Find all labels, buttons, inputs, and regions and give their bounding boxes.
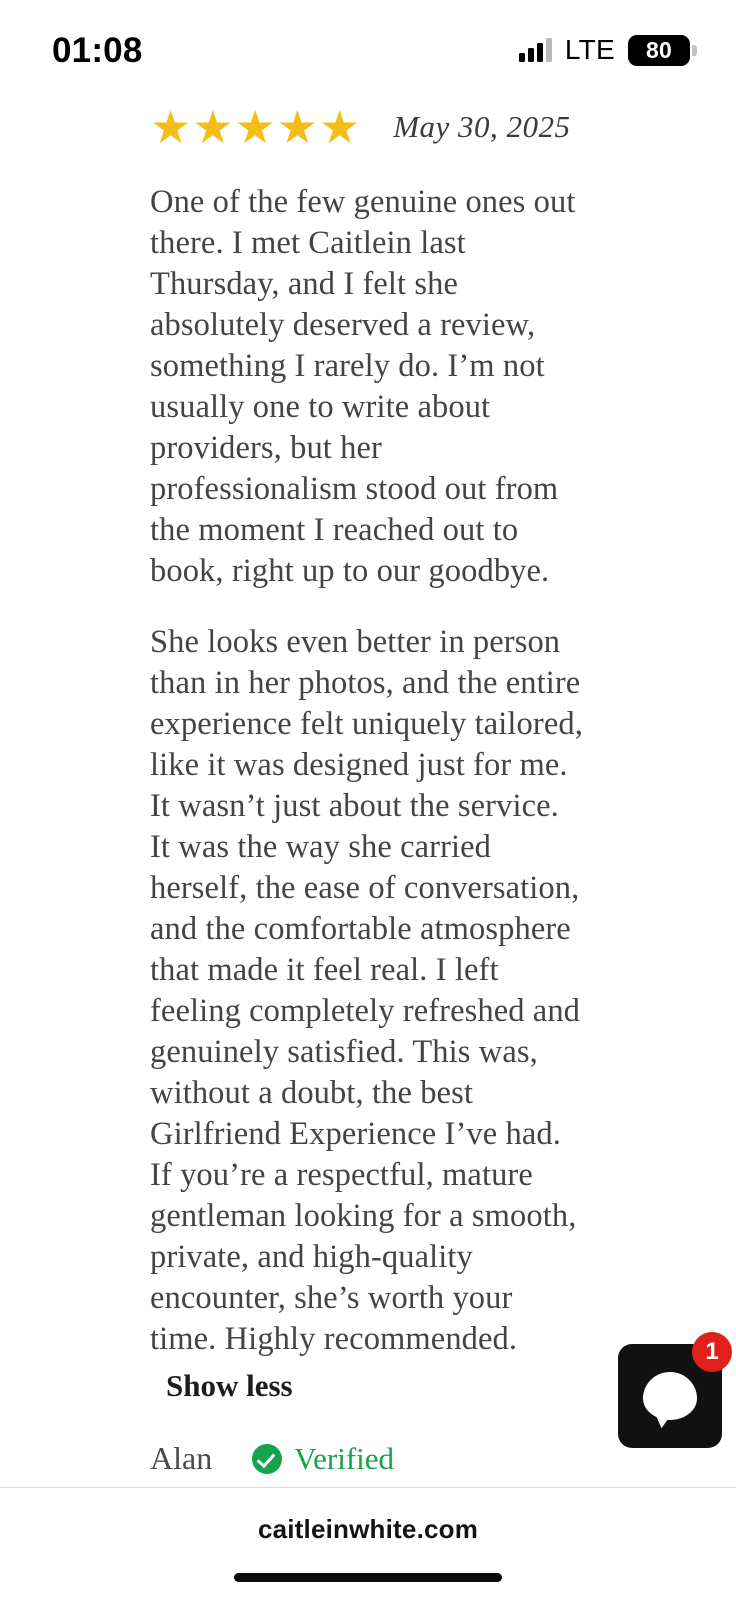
battery-cap xyxy=(692,45,697,56)
status-indicators xyxy=(519,34,690,66)
review-header xyxy=(0,96,736,158)
show-less-button[interactable]: Show less xyxy=(166,1368,293,1403)
star-rating-icon: ★★★★★ xyxy=(150,101,362,153)
cellular-signal-icon xyxy=(519,38,552,62)
battery-icon xyxy=(628,35,690,66)
home-indicator[interactable] xyxy=(234,1573,502,1582)
review-paragraph: She looks even better in person than in her photos, and the entire experience felt uniquely tailored, like it was designed just for me. It wasn’t just about the service. It was the way she carried herself, the ease of conversation, and the comfortable atmosphere that made it feel real. I left feeling completely refreshed and genuinely satisfied. This was, without a doubt, the best Girlfriend Experience I’ve had. If you’re a respectful, mature gentleman looking for a smooth, private, and high-quality encounter, she’s worth your time. Highly recommended. xyxy=(150,624,583,1357)
chat-unread-badge: 1 xyxy=(692,1332,732,1372)
status-badge xyxy=(252,1441,394,1477)
chat-widget-button[interactable] xyxy=(618,1338,722,1448)
verified-label: Verified xyxy=(294,1440,395,1476)
chat-bubble-icon xyxy=(643,1372,697,1420)
reviewer-name: Alan xyxy=(150,1440,213,1476)
browser-bottom-bar xyxy=(0,1487,736,1600)
review-text xyxy=(0,158,736,1404)
review-card xyxy=(0,96,736,1477)
review-paragraph: One of the few genuine ones out there. I met Caitlein last Thursday, and I felt she absolutely deserved a review, something I rarely do. I’m not usually one to write about providers, but her professionalism stood out from the moment I reached out to book, right up to our goodbye. xyxy=(150,184,576,589)
battery-percent-label: 80 xyxy=(646,36,672,63)
status-bar xyxy=(0,0,736,96)
network-type-label: LTE xyxy=(564,34,615,65)
review-date: May 30, 2025 xyxy=(393,109,571,144)
verified-check-icon xyxy=(252,1444,282,1474)
url-label[interactable]: caitleinwhite.com xyxy=(257,1514,479,1544)
status-time: 01:08 xyxy=(52,30,143,70)
